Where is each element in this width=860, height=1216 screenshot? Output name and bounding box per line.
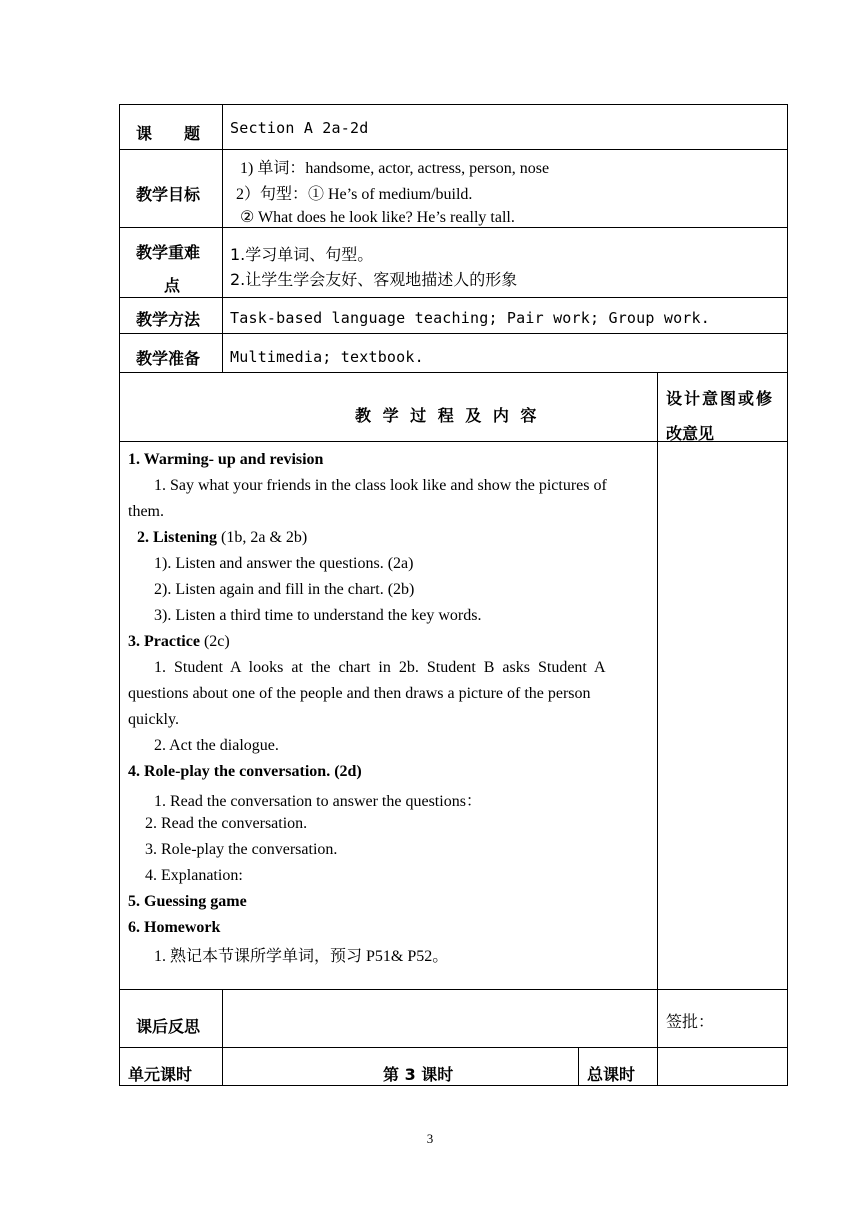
s5-title: [128, 893, 247, 911]
s6-title-text: 6. Homework: [128, 919, 221, 936]
s3-item-1b: questions about one of the people and then draws a picture of the person: [128, 685, 591, 702]
design-header-cell: [657, 372, 788, 442]
topic-label: 课 题: [136, 124, 201, 143]
s2-title-text: 2. Listening: [137, 529, 218, 546]
process-header-cell: [119, 372, 658, 442]
s3-title: [128, 633, 230, 651]
reflection-value-cell: [222, 989, 658, 1048]
topic-label-cell: [119, 104, 223, 150]
design-header-1: 设计意图或修: [666, 389, 775, 408]
objective-line-3: ② What does he look like? He’s really tall.: [240, 209, 515, 226]
preparation-label: 教学准备: [136, 349, 201, 368]
design-notes-cell: [657, 441, 788, 990]
sign-label: 签批：: [666, 1012, 715, 1031]
key-point-line-1: 1.学习单词、句型。: [230, 245, 374, 264]
s3-item-1c: quickly.: [128, 711, 179, 728]
key-points-label-1: 教学重难: [136, 243, 201, 262]
objectives-value-cell: [222, 149, 788, 228]
s5-title-text: 5. Guessing game: [128, 893, 247, 910]
s1-title: [128, 451, 323, 469]
s1-item-1b: them.: [128, 503, 164, 520]
page-number: 3: [426, 1131, 434, 1146]
s4-title-text: 4. Role-play the conversation. (2d): [128, 763, 362, 780]
sign-cell: [657, 989, 788, 1048]
s4-item-2: 2. Read the conversation.: [145, 815, 308, 832]
s3-item-1a: 1. Student A looks at the chart in 2b. Student B asks Student A: [154, 659, 606, 676]
key-points-label-cell: [119, 227, 223, 298]
objectives-label-cell: [119, 149, 223, 228]
topic-value: Section A 2a-2d: [230, 119, 369, 137]
s2-item-3: 3). Listen a third time to understand the key words.: [154, 607, 482, 624]
s2-title: [137, 529, 307, 547]
methods-label: 教学方法: [136, 310, 201, 329]
key-point-line-2: 2.让学生学会友好、客观地描述人的形象: [230, 270, 518, 289]
key-points-label-2: 点: [164, 276, 181, 295]
s2-item-1: 1). Listen and answer the questions. (2a): [154, 555, 414, 572]
preparation-label-cell: [119, 333, 223, 373]
s6-title: [128, 919, 220, 937]
lesson-cell: [222, 1047, 579, 1086]
preparation-value: Multimedia; textbook.: [230, 348, 424, 366]
key-points-value-cell: [222, 227, 788, 298]
s4-title: [128, 763, 362, 781]
total-label-cell: [578, 1047, 658, 1086]
s2-item-2: 2). Listen again and fill in the chart. (2b): [154, 581, 415, 598]
process-content-cell: [119, 441, 658, 990]
unit-label-cell: [119, 1047, 223, 1086]
methods-value: Task-based language teaching; Pair work; Group work.: [230, 309, 710, 327]
objective-line-2: 2）句型：① He’s of medium/build.: [236, 186, 473, 203]
topic-value-cell: [222, 104, 788, 150]
s1-title-text: 1. Warming- up and revision: [128, 451, 324, 468]
methods-label-cell: [119, 297, 223, 334]
design-header-2: 改意见: [666, 424, 715, 443]
objectives-label: 教学目标: [136, 185, 201, 204]
objective-line-1: 1) 单词：handsome, actor, actress, person, nose: [240, 160, 550, 177]
preparation-value-cell: [222, 333, 788, 373]
reflection-label-cell: [119, 989, 223, 1048]
s4-item-3: 3. Role-play the conversation.: [145, 841, 338, 858]
s6-item-1: 1. 熟记本节课所学单词，预习 P51& P52。: [154, 948, 449, 965]
reflection-label: 课后反思: [136, 1017, 201, 1036]
lesson-value: 第 3 课时: [383, 1065, 454, 1084]
s3-item-2: 2. Act the dialogue.: [154, 737, 279, 754]
total-label: 总课时: [587, 1065, 636, 1084]
s2-title-suffix: (1b, 2a & 2b): [217, 529, 308, 546]
process-header: 教 学 过 程 及 内 容: [355, 406, 540, 425]
unit-label: 单元课时: [128, 1065, 193, 1084]
s4-item-4: 4. Explanation:: [145, 867, 243, 884]
s3-title-suffix: (2c): [199, 633, 230, 650]
total-value-cell: [657, 1047, 788, 1086]
s4-item-1: 1. Read the conversation to answer the questions：: [154, 793, 482, 810]
methods-value-cell: [222, 297, 788, 334]
s3-title-text: 3. Practice: [128, 633, 200, 650]
s1-item-1a: 1. Say what your friends in the class look like and show the pictures of: [154, 477, 607, 494]
